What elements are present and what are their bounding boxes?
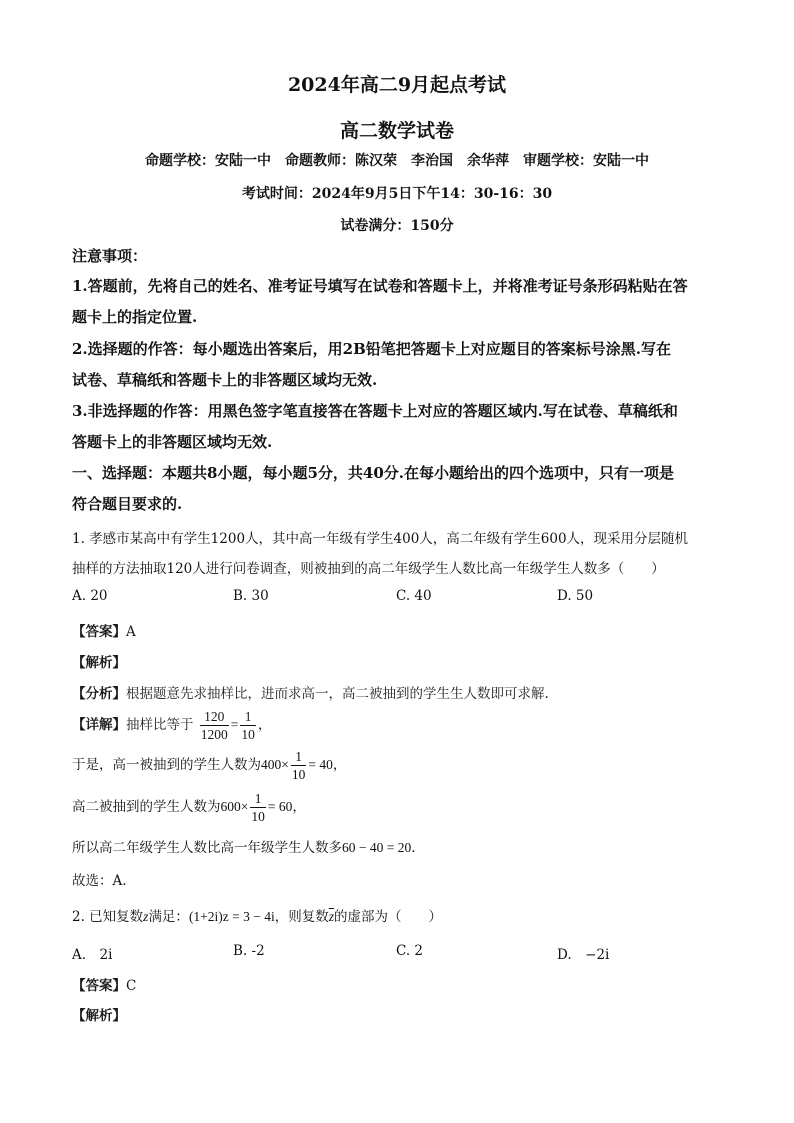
fraction-1-over-10: $\frac{1}{10}$ (291, 749, 306, 782)
q1-fenxi (72, 682, 549, 702)
q2-equation: (1+2i)z = 3 − 4i (188, 909, 275, 924)
q1-option-a: A. 20 (72, 588, 108, 604)
note-2-line-2: 试卷、草稿纸和答题卡上的非答题区域均无效. (72, 371, 378, 389)
q1-option-b: B. 30 (233, 588, 269, 604)
staff-line: 命题学校：安陆一中 命题教师：陈汉荣 李治国 余华萍 审题学校：安陆一中 (145, 153, 649, 169)
q1-stem-line-2: 抽样的方法抽取120人进行问卷调查，则被抽到的高二年级学生人数比高一年级学生人数多（ ） (72, 561, 665, 577)
fraction-1-over-10: $\frac{1}{10}$ (241, 709, 255, 742)
q2-option-c: C. 2 (396, 943, 424, 959)
q1-detail-line-1: 【详解】抽样比等于 $\frac{120}{1200}$ = $\frac{1}{10}$ ， (72, 709, 272, 742)
q1-option-c: C. 40 (396, 588, 432, 604)
variable-z-conjugate: $\overline{z}$ (328, 909, 335, 924)
q1-stem-line-1: 1. 孝感市某高中有学生1200人，其中高一年级有学生400人，高二年级有学生600人，现采用分层随机 (72, 531, 689, 547)
q1-option-d: D. 50 (557, 588, 594, 604)
fraction-120-over-1200: $\frac{120}{1200}$ (200, 709, 228, 742)
note-3-line-1: 3.非选择题的作答：用黑色签字笔直接答在答题卡上对应的答题区域内.写在试卷、草稿纸和 (72, 402, 678, 420)
q1-analysis-heading (72, 651, 126, 671)
score-line: 试卷满分：150分 (340, 218, 454, 234)
subject-title: 高二数学试卷 (339, 120, 454, 142)
q2-stem: 2. 已知复数z满足：(1+2i)z = 3 − 4i，则复数$\overline{z}$的虚部为（ ） (72, 909, 443, 925)
note-3-line-2: 答题卡上的非答题区域均无效. (72, 433, 273, 451)
q1-conclusion: 故选：A. (72, 873, 127, 889)
q2-option-b: B. -2 (233, 943, 265, 959)
answer-tag: 【答案】 (72, 978, 126, 994)
q1-detail-line-2: 于是，高一被抽到的学生人数为400× $\frac{1}{10}$ = 40， (72, 749, 347, 782)
answer-value: A (126, 624, 136, 640)
q1-answer (72, 620, 136, 640)
fenxi-text: 根据题意先求抽样比，进而求高一，高二被抽到的学生生人数即可求解. (126, 686, 549, 702)
section-heading-line-2: 符合题目要求的. (72, 495, 183, 513)
time-line: 考试时间：2024年9月5日下午14：30-16：30 (241, 186, 553, 202)
fenxi-tag: 【分析】 (72, 686, 126, 702)
analysis-tag: 【解析】 (72, 655, 126, 671)
fraction-1-over-10: $\frac{1}{10}$ (251, 791, 265, 824)
q2-answer (72, 974, 136, 994)
q2-analysis-heading (72, 1004, 126, 1024)
note-2-line-1: 2.选择题的作答：每小题选出答案后，用2B铅笔把答题卡上对应题目的答案标号涂黑.写在 (72, 340, 672, 358)
q1-detail-line-3: 高二被抽到的学生人数为600× $\frac{1}{10}$ = 60， (72, 791, 306, 824)
section-heading-line-1: 一、选择题：本题共8小题，每小题5分，共40分.在每小题给出的四个选项中，只有一项是 (72, 464, 674, 482)
variable-z: z (143, 909, 149, 924)
q2-option-d: D. −2i (557, 947, 610, 963)
detail-prefix: 抽样比等于 (126, 717, 194, 733)
analysis-tag: 【解析】 (72, 1008, 126, 1024)
q1-detail-line-4: 所以高二年级学生人数比高一年级学生人数多60 − 40 = 20. (72, 840, 416, 856)
note-1-line-2: 题卡上的指定位置. (72, 308, 198, 326)
exam-title: 2024年高二9月起点考试 (287, 74, 507, 96)
notes-heading: 注意事项： (72, 247, 148, 265)
answer-tag: 【答案】 (72, 624, 126, 640)
note-1-line-1: 1.答题前，先将自己的姓名、准考证号填写在试卷和答题卡上，并将准考证号条形码粘贴在答 (72, 277, 688, 295)
detail-tag: 【详解】 (72, 717, 126, 733)
answer-value: C (126, 978, 137, 994)
q2-option-a: A. 2i (72, 947, 113, 963)
